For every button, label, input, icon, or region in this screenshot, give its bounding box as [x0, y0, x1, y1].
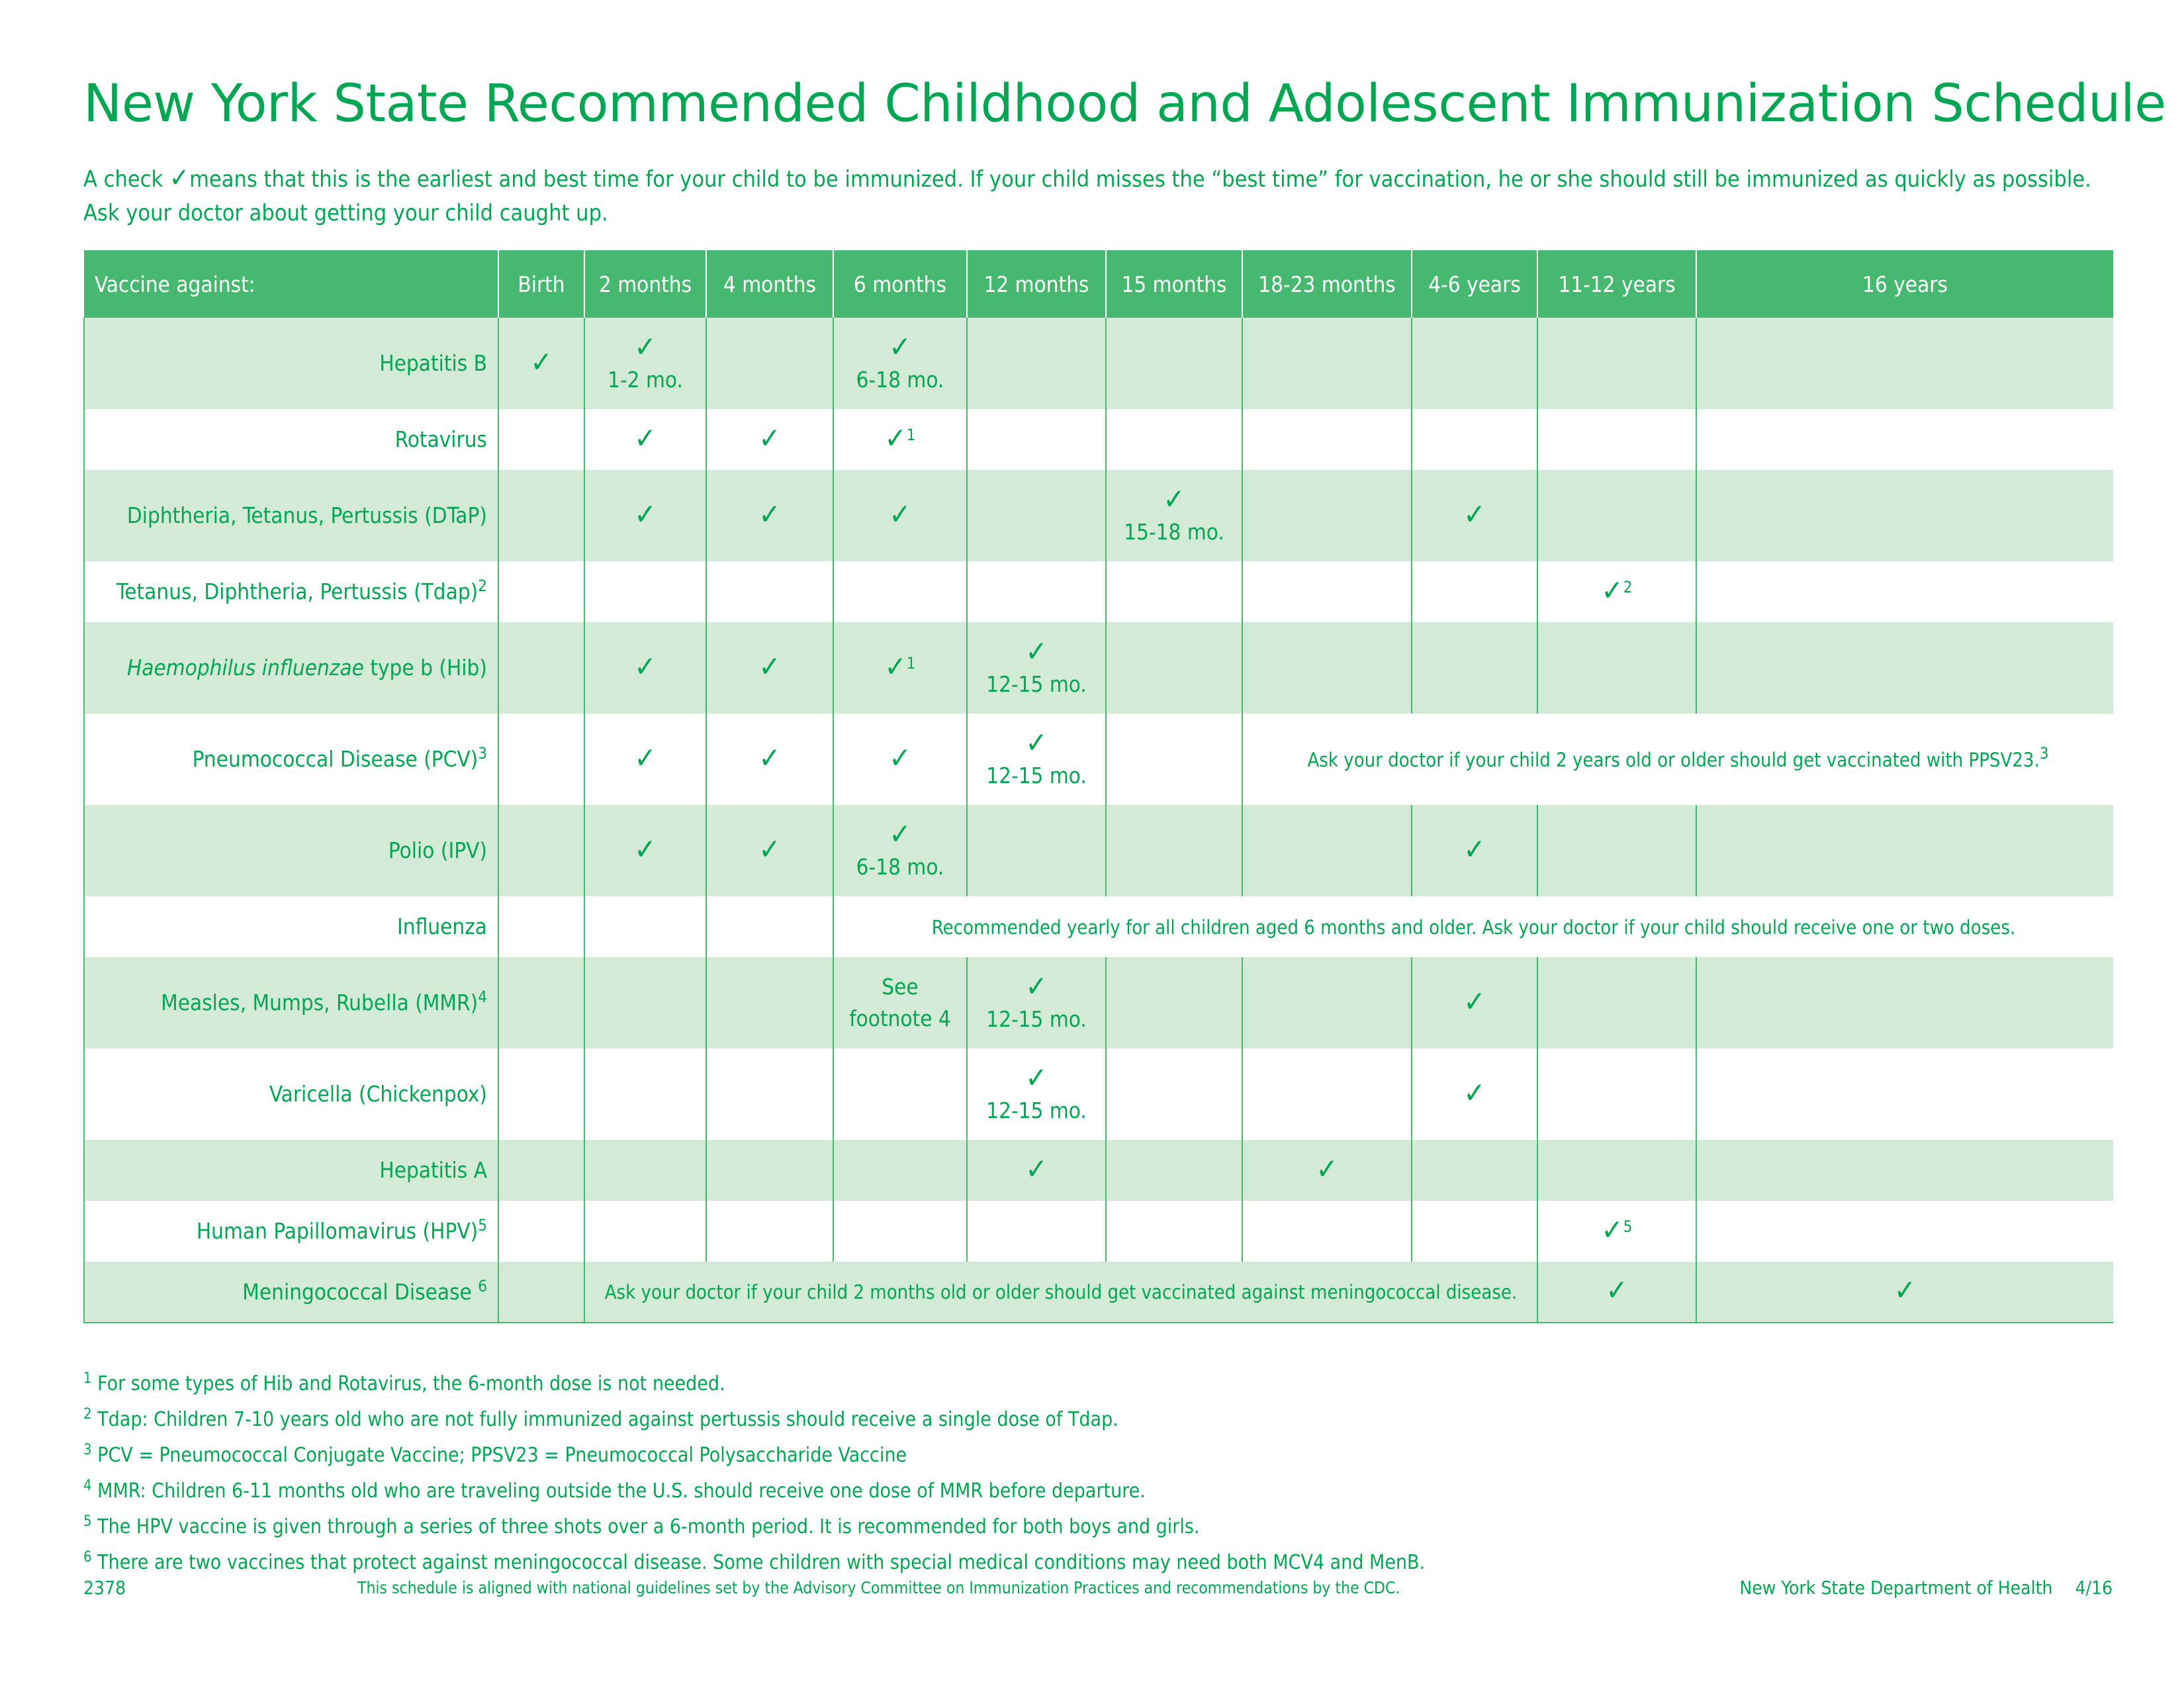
cell-16-years [1696, 622, 2113, 714]
vaccine-name-italic: Haemophilus influenzae [126, 655, 364, 680]
age-range-note: 12-15 mo. [986, 763, 1087, 788]
vaccine-name-text: Measles, Mumps, Rubella (MMR) [161, 990, 478, 1015]
footnote-number: 2 [83, 1406, 92, 1423]
vaccine-name [84, 1201, 498, 1262]
cell-12-months [967, 561, 1106, 622]
cell-11-12-years [1537, 318, 1696, 409]
footnote-5 [83, 1507, 1425, 1542]
check-icon: ✓ [1893, 1274, 1917, 1307]
cell-11-12-years [1537, 957, 1696, 1049]
vaccine-name: Rotavirus [84, 409, 498, 470]
cell-2-months [584, 1140, 706, 1201]
check-icon: ✓ [634, 741, 657, 775]
age-range-note: 15-18 mo. [1124, 519, 1224, 545]
footnote-text: The HPV vaccine is given through a series of three shots over a 6-month period. It is recommended for both boys and girls. [91, 1515, 1200, 1538]
check-icon: ✓ [1601, 573, 1623, 608]
age-range-note: 1-2 mo. [608, 367, 683, 393]
cell-12-months [967, 957, 1106, 1049]
check-icon: ✓ [1316, 1152, 1338, 1186]
cell-11-12-years [1537, 470, 1696, 561]
schedule-table [83, 250, 2113, 1323]
cell-birth [498, 1049, 584, 1140]
check-icon: ✓ [758, 497, 781, 532]
cell-12-months [967, 1049, 1106, 1140]
cell-2-months [584, 896, 706, 957]
cell-birth [498, 470, 584, 561]
footnote-text: MMR: Children 6-11 months old who are traveling outside the U.S. should receive one dose of MMR before departure. [91, 1479, 1146, 1503]
cell-6-months [833, 805, 967, 896]
cell-12-months [967, 622, 1106, 714]
row-hepatitis-b [84, 318, 2113, 409]
check-icon: ✓ [530, 345, 553, 379]
cell-15-months [1106, 470, 1242, 561]
age-range-note: 6-18 mo. [856, 367, 944, 393]
age-range-note: 12-15 mo. [986, 1006, 1087, 1032]
cell-18-23-months [1242, 318, 1412, 409]
cell-6-months [833, 470, 967, 561]
cell-15-months [1106, 318, 1242, 409]
footnote-ref: 4 [478, 988, 487, 1006]
cell-11-12-years [1537, 622, 1696, 714]
cell-birth [498, 1262, 584, 1323]
row-meningococcal [84, 1262, 2113, 1323]
header-11-12-years: 11-12 years [1537, 250, 1696, 318]
cell-15-months [1106, 622, 1242, 714]
cell-18-23-months [1242, 957, 1412, 1049]
header-6-months: 6 months [833, 250, 967, 318]
vaccine-name-text: type b (Hib) [363, 655, 487, 680]
age-range-note: 12-15 mo. [986, 671, 1087, 697]
vaccine-name [84, 622, 498, 714]
cell-6-months [833, 714, 967, 805]
cell-4-6-years [1412, 1049, 1537, 1140]
cell-16-years [1696, 470, 2113, 561]
row-influenza [84, 896, 2113, 957]
header-4-6-years: 4-6 years [1412, 250, 1537, 318]
footnote-number: 4 [83, 1477, 92, 1494]
header-16-years: 16 years [1696, 250, 2113, 318]
cell-11-12-years [1537, 1262, 1696, 1323]
check-icon: ✓ [758, 832, 781, 867]
cell-18-23-months [1242, 409, 1412, 470]
footnote-text: Tdap: Children 7-10 years old who are not fully immunized against pertussis should receive a single dose of Tdap. [91, 1408, 1118, 1431]
check-icon: ✓ [884, 421, 907, 455]
vaccine-name: Hepatitis A [84, 1140, 498, 1201]
row-hepatitis-a [84, 1140, 2113, 1201]
cell-16-years [1696, 318, 2113, 409]
cell-18-23-months [1242, 622, 1412, 714]
check-icon: ✓ [1463, 1076, 1486, 1110]
check-icon: ✓ [634, 330, 657, 364]
vaccine-name-text: Pneumococcal Disease (PCV) [192, 746, 478, 772]
row-varicella [84, 1049, 2113, 1140]
cell-11-12-years [1537, 1049, 1696, 1140]
page-title: New York State Recommended Childhood and Adolescent Immunization Schedule [83, 74, 2166, 134]
cell-2-months [584, 318, 706, 409]
check-icon: ✓ [634, 497, 657, 532]
cell-4-6-years [1412, 1201, 1537, 1262]
check-icon: ✓ [1463, 832, 1486, 867]
footnote-ref: 1 [906, 653, 916, 673]
cell-birth [498, 1201, 584, 1262]
footnote-number: 6 [83, 1549, 92, 1566]
cell-birth [498, 1140, 584, 1201]
footnote-ref: 3 [478, 744, 487, 763]
cell-6-months [833, 561, 967, 622]
cell-16-years [1696, 805, 2113, 896]
cell-12-months [967, 805, 1106, 896]
check-icon: ✓ [758, 421, 781, 455]
vaccine-name: Polio (IPV) [84, 805, 498, 896]
intro-text-start: A check [83, 166, 169, 193]
vaccine-name-text: Meningococcal Disease [242, 1278, 478, 1305]
cell-4-6-years [1412, 1140, 1537, 1201]
intro-text: means that this is the earliest and best time for your child to be immunized. If your child misses the “best time” for vaccination, he or she should still be immunized as quickly as possible. Ask your doctor about getting your child caught up. [83, 166, 2091, 226]
footnote-1 [83, 1364, 1425, 1399]
cell-15-months [1106, 409, 1242, 470]
cell-15-months [1106, 805, 1242, 896]
cell-4-6-years [1412, 318, 1537, 409]
publication-date: 4/16 [2075, 1577, 2113, 1599]
check-icon: ✓ [634, 421, 657, 455]
meningococcal-note [584, 1262, 1537, 1323]
cell-2-months [584, 805, 706, 896]
footnote-4 [83, 1471, 1425, 1507]
header-vaccine-against: Vaccine against: [84, 250, 498, 318]
check-icon: ✓ [758, 649, 781, 684]
cell-15-months [1106, 1140, 1242, 1201]
footnote-6 [83, 1542, 1425, 1578]
footnote-ref: 5 [478, 1216, 487, 1235]
cell-4-months [706, 1201, 833, 1262]
vaccine-name [84, 561, 498, 622]
row-hib [84, 622, 2113, 714]
footnote-number: 1 [83, 1370, 92, 1387]
cell-11-12-years [1537, 1201, 1696, 1262]
cell-4-months [706, 896, 833, 957]
header-12-months: 12 months [967, 250, 1106, 318]
cell-6-months [833, 1140, 967, 1201]
cell-12-months [967, 714, 1106, 805]
cell-6-months [833, 622, 967, 714]
row-hpv [84, 1201, 2113, 1262]
cell-18-23-months [1242, 1140, 1412, 1201]
row-pcv [84, 714, 2113, 805]
see-footnote-line2: footnote 4 [849, 1006, 951, 1031]
cell-2-months [584, 957, 706, 1049]
footnote-2 [83, 1399, 1425, 1435]
cell-birth [498, 896, 584, 957]
cell-4-6-years [1412, 470, 1537, 561]
cell-4-months [706, 409, 833, 470]
footnote-number: 3 [83, 1442, 92, 1458]
cell-birth [498, 714, 584, 805]
cell-16-years [1696, 409, 2113, 470]
influenza-note [833, 896, 2113, 957]
cell-2-months [584, 1049, 706, 1140]
cell-16-years [1696, 1201, 2113, 1262]
footnote-text: PCV = Pneumococcal Conjugate Vaccine; PPSV23 = Pneumococcal Polysaccharide Vaccine [91, 1444, 907, 1467]
check-icon: ✓ [1025, 970, 1048, 1004]
footnotes [83, 1364, 1425, 1578]
footnote-ref: 6 [478, 1276, 487, 1295]
cell-11-12-years [1537, 409, 1696, 470]
cell-16-years [1696, 1140, 2113, 1201]
vaccine-name: Hepatitis B [84, 318, 498, 409]
cell-2-months [584, 470, 706, 561]
cell-18-23-months [1242, 1201, 1412, 1262]
cell-12-months [967, 409, 1106, 470]
influenza-note-text: Recommended yearly for all children aged 6 months and older. Ask your doctor if your child should receive one or two doses. [931, 915, 2016, 939]
vaccine-name-text: Tetanus, Diphtheria, Pertussis (Tdap) [116, 579, 478, 604]
vaccine-name-text: Human Papillomavirus (HPV) [196, 1218, 478, 1244]
meningococcal-note-text: Ask your doctor if your child 2 months old or older should get vaccinated against meningococcal disease. [604, 1281, 1518, 1303]
cell-4-6-years [1412, 409, 1537, 470]
cell-birth [498, 561, 584, 622]
cell-4-months [706, 561, 833, 622]
check-icon: ✓ [1606, 1274, 1628, 1307]
table-header-row [84, 250, 2113, 318]
check-icon: ✓ [169, 163, 190, 193]
check-icon: ✓ [889, 497, 911, 532]
check-icon: ✓ [889, 330, 911, 364]
cell-4-6-years [1412, 561, 1537, 622]
row-polio [84, 805, 2113, 896]
footnote-text: For some types of Hib and Rotavirus, the 6-month dose is not needed. [91, 1372, 725, 1395]
footnote-ref: 1 [906, 425, 916, 444]
header-2-months: 2 months [584, 250, 706, 318]
cell-birth [498, 805, 584, 896]
cell-18-23-months [1242, 470, 1412, 561]
check-icon: ✓ [1025, 1061, 1048, 1095]
cell-birth [498, 957, 584, 1049]
ppsv23-note-text: Ask your doctor if your child 2 years old or older should get vaccinated with PPSV23. [1307, 748, 2040, 771]
vaccine-name: Diphtheria, Tetanus, Pertussis (DTaP) [84, 470, 498, 561]
row-dtap [84, 470, 2113, 561]
cell-2-months [584, 561, 706, 622]
row-mmr [84, 957, 2113, 1049]
department-name: New York State Department of Health [1739, 1577, 2053, 1599]
cell-6-months [833, 318, 967, 409]
row-tdap [84, 561, 2113, 622]
vaccine-name [84, 1262, 498, 1323]
cell-11-12-years [1537, 1140, 1696, 1201]
cell-15-months [1106, 957, 1242, 1049]
cell-4-months [706, 1049, 833, 1140]
vaccine-name [84, 714, 498, 805]
cell-4-months [706, 1140, 833, 1201]
cell-12-months [967, 318, 1106, 409]
cell-birth [498, 409, 584, 470]
vaccine-name: Varicella (Chickenpox) [84, 1049, 498, 1140]
footnote-ref: 3 [2039, 743, 2049, 763]
cell-18-23-months [1242, 1049, 1412, 1140]
cell-birth [498, 622, 584, 714]
cell-16-years [1696, 957, 2113, 1049]
cell-12-months [967, 1201, 1106, 1262]
header-15-months: 15 months [1106, 250, 1242, 318]
cell-16-years [1696, 1262, 2113, 1323]
age-range-note: 6-18 mo. [856, 854, 944, 880]
cell-4-months [706, 714, 833, 805]
footnote-number: 5 [83, 1513, 92, 1530]
check-icon: ✓ [1463, 984, 1486, 1019]
cell-15-months [1106, 561, 1242, 622]
header-4-months: 4 months [706, 250, 833, 318]
cell-16-years [1696, 561, 2113, 622]
cell-15-months [1106, 714, 1242, 805]
check-icon: ✓ [1463, 497, 1486, 532]
footer-alignment-note: This schedule is aligned with national guidelines set by the Advisory Committee on Immunization Practices and recommendations by the CDC. [357, 1578, 1400, 1597]
cell-18-23-months [1242, 805, 1412, 896]
cell-4-months [706, 622, 833, 714]
cell-11-12-years [1537, 561, 1696, 622]
check-icon: ✓ [634, 832, 657, 867]
cell-4-6-years [1412, 957, 1537, 1049]
cell-18-23-months [1242, 561, 1412, 622]
cell-12-months [967, 470, 1106, 561]
cell-6-months [833, 409, 967, 470]
cell-4-6-years [1412, 622, 1537, 714]
check-icon: ✓ [634, 649, 657, 684]
cell-4-6-years [1412, 805, 1537, 896]
cell-2-months [584, 1201, 706, 1262]
footnote-3 [83, 1435, 1425, 1471]
cell-birth [498, 318, 584, 409]
age-range-note: 12-15 mo. [986, 1098, 1087, 1123]
vaccine-name [84, 957, 498, 1049]
cell-2-months [584, 409, 706, 470]
cell-4-months [706, 318, 833, 409]
cell-11-12-years [1537, 805, 1696, 896]
cell-4-months [706, 805, 833, 896]
cell-6-months [833, 1201, 967, 1262]
ppsv23-note [1242, 714, 2113, 805]
row-rotavirus [84, 409, 2113, 470]
header-birth: Birth [498, 250, 584, 318]
check-icon: ✓ [758, 741, 781, 775]
cell-2-months [584, 622, 706, 714]
footnote-ref: 5 [1623, 1217, 1633, 1236]
cell-15-months [1106, 1049, 1242, 1140]
check-icon: ✓ [1163, 483, 1185, 516]
cell-4-months [706, 957, 833, 1049]
cell-16-years [1696, 1049, 2113, 1140]
header-18-23-months: 18-23 months [1242, 250, 1412, 318]
cell-12-months [967, 1140, 1106, 1201]
check-icon: ✓ [889, 741, 911, 775]
footnote-text: There are two vaccines that protect against meningococcal disease. Some children with special medical conditions may need both MCV4 and MenB. [91, 1551, 1426, 1574]
cell-6-months [833, 957, 967, 1049]
document-code: 2378 [83, 1577, 126, 1599]
cell-2-months [584, 714, 706, 805]
vaccine-name: Influenza [84, 896, 498, 957]
check-icon: ✓ [884, 649, 907, 684]
see-footnote-line1: See [882, 974, 919, 1000]
check-icon: ✓ [889, 818, 911, 851]
check-icon: ✓ [1025, 635, 1048, 669]
cell-4-months [706, 470, 833, 561]
cell-15-months [1106, 1201, 1242, 1262]
check-icon: ✓ [1601, 1213, 1623, 1247]
footnote-ref: 2 [478, 577, 487, 595]
intro-paragraph [83, 162, 2122, 230]
footer-publisher [1739, 1577, 2113, 1599]
check-icon: ✓ [1025, 726, 1048, 760]
footnote-ref: 2 [1623, 577, 1633, 596]
check-icon: ✓ [1025, 1152, 1048, 1186]
cell-6-months [833, 1049, 967, 1140]
